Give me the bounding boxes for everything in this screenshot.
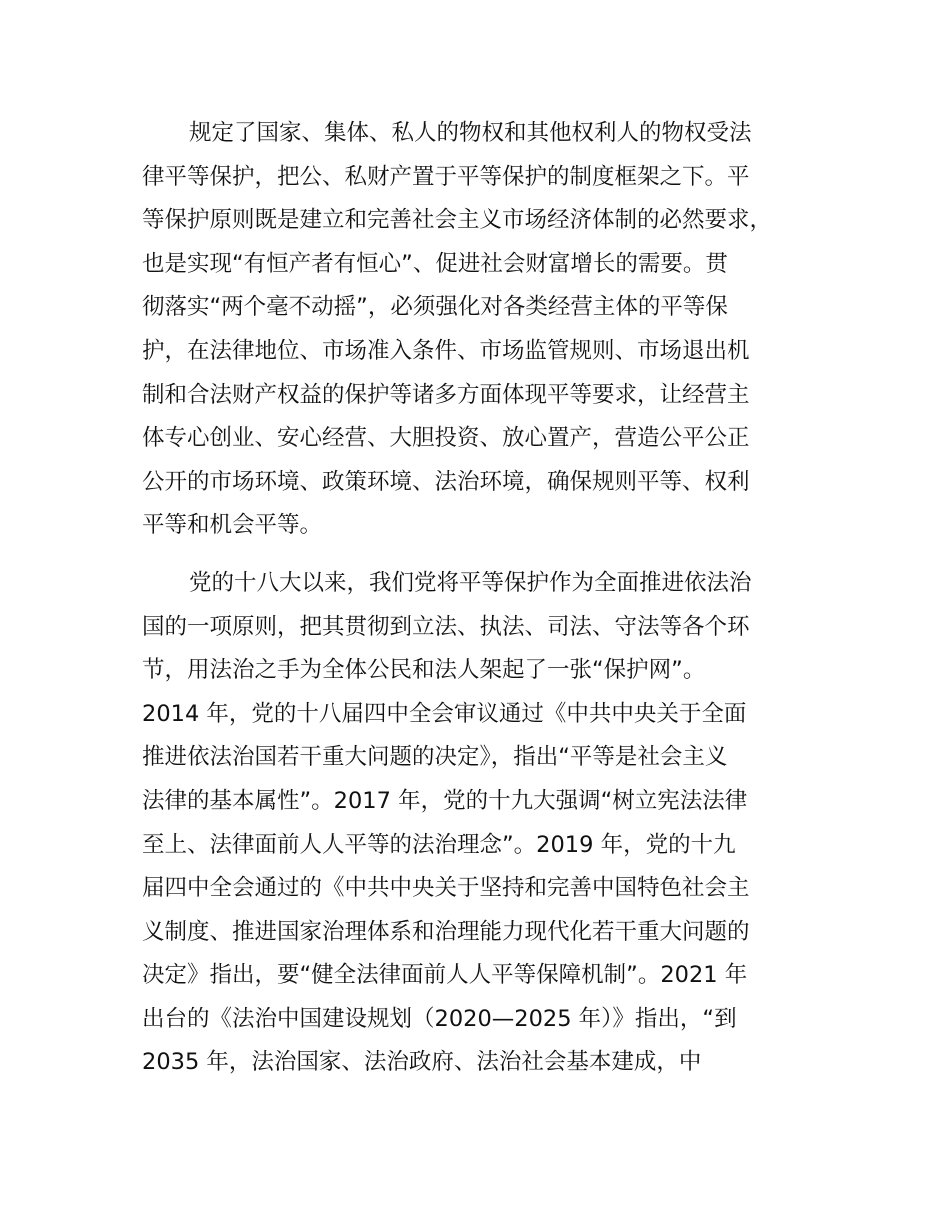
text-line: 护，在法律地位、市场准入条件、市场监管规则、市场退出机 (142, 337, 750, 364)
text-line: 2035 年，法治国家、法治政府、法治社会基本建成，中 (142, 1049, 702, 1076)
text-line: 国的一项原则，把其贯彻到立法、执法、司法、守法等各个环 (142, 613, 750, 640)
text-line: 2014 年，党的十八届四中全会审议通过《中共中央关于全面 (142, 700, 747, 727)
paragraph-2 (142, 562, 842, 1085)
text-line: 制和合法财产权益的保护等诸多方面体现平等要求，让经营主 (142, 381, 750, 408)
body-text (142, 112, 842, 1085)
text-line: 届四中全会通过的《中共中央关于坚持和完善中国特色社会主 (142, 875, 750, 902)
text-line: 彻落实“两个毫不动摇”，必须强化对各类经营主体的平等保 (142, 294, 728, 321)
text-line: 推进依法治国若干重大问题的决定》，指出“平等是社会主义 (142, 744, 728, 771)
text-line: 规定了国家、集体、私人的物权和其他权利人的物权受法 (189, 120, 752, 146)
text-line: 决定》指出，要“健全法律面前人人平等保障机制”。2021 年 (142, 962, 748, 989)
text-line: 节，用法治之手为全体公民和法人架起了一张“保护网”。 (142, 657, 706, 684)
text-line: 体专心创业、安心经营、大胆投资、放心置产，营造公平公正 (142, 425, 750, 452)
text-line: 平等和机会平等。 (142, 512, 323, 539)
text-line: 党的十八大以来，我们党将平等保护作为全面推进依法治 (189, 569, 752, 596)
paragraph-1 (142, 112, 842, 548)
text-line: 法律的基本属性”。2017 年，党的十九大强调“树立宪法法律 (142, 787, 748, 814)
text-line: 公开的市场环境、政策环境、法治环境，确保规则平等、权利 (142, 468, 750, 495)
text-line: 律平等保护，把公、私财产置于平等保护的制度框架之下。平 (142, 163, 750, 190)
text-line: 至上、法律面前人人平等的法治理念”。2019 年，党的十九 (142, 831, 736, 858)
text-line: 也是实现“有恒产者有恒心”、促进社会财富增长的需要。贯 (142, 250, 728, 277)
text-line: 义制度、推进国家治理体系和治理能力现代化若干重大问题的 (142, 918, 750, 945)
text-line: 出台的《法治中国建设规划（2020—2025 年）》指出，“到 (142, 1005, 737, 1032)
text-line: 等保护原则既是建立和完善社会主义市场经济体制的必然要求， (142, 207, 773, 234)
paragraph-spacer (142, 548, 842, 562)
